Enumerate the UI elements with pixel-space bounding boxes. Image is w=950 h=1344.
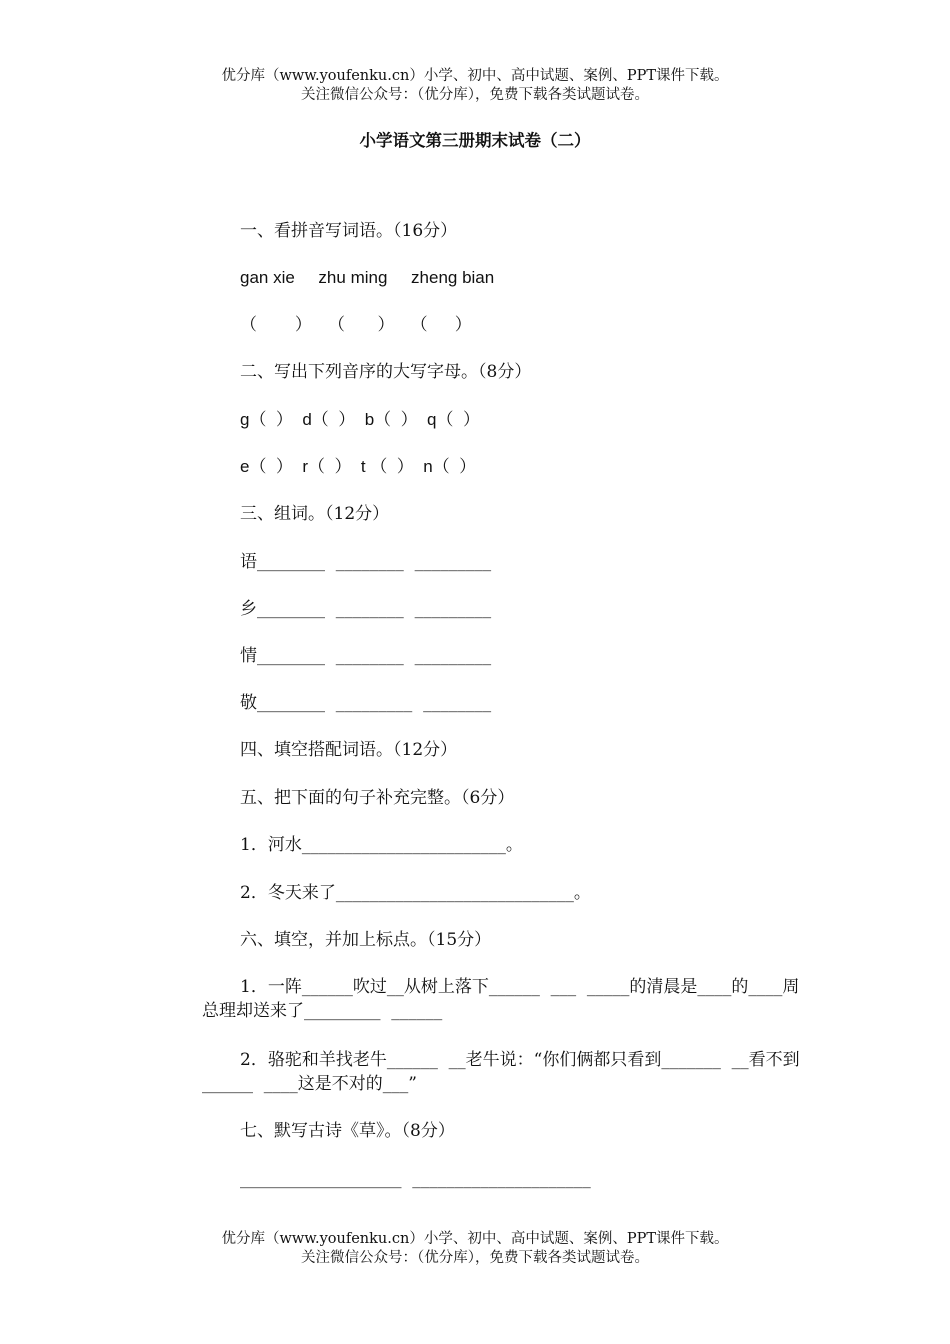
section-7-heading: 七、默写古诗《草》。（8分） [240, 1121, 455, 1141]
footer-line-2: 关注微信公众号：（优分库），免费下载各类试题试卷。 [301, 1250, 649, 1266]
footer-line-1: 优分库（www.youfenku.cn）小学、初中、高中试题、案例、PPT课件下载。 [221, 1231, 729, 1247]
section-2-row-2: e（ ） r（ ） t （ ） n（ ） [240, 457, 477, 476]
header-line-1: 优分库（www.youfenku.cn）小学、初中、高中试题、案例、PPT课件下载。 [221, 68, 729, 84]
section-3-heading: 三、组词。（12分） [240, 504, 390, 524]
section-6-item-1: 1．一阵______吹过__从树上落下______ ___ _____的清晨是____的____周总理却送来了_________ ______ [202, 977, 800, 1021]
section-4-heading: 四、填空搭配词语。（12分） [240, 740, 458, 760]
section-6-heading: 六、填空，并加上标点。（15分） [240, 930, 492, 950]
section-1-pinyin: gan xie zhu ming zheng bian [240, 268, 495, 287]
section-1-blanks: （ ） （ ） （ ） [240, 315, 472, 335]
section-5-item-2: 2．冬天来了____________________________。 [240, 883, 591, 903]
section-6-item-2: 2．骆驼和羊找老牛______ __老牛说：“你们俩都只看到_______ __看不到______ ____这是不对的___” [202, 1050, 800, 1094]
section-7-lines: ___________________ _____________________ [240, 1169, 591, 1189]
section-3-row-4: 敬________ _________ ________ [240, 693, 492, 713]
page-title: 小学语文第三册期末试卷（二） [359, 131, 591, 150]
section-5-item-1: 1．河水________________________。 [240, 835, 523, 855]
section-3-row-3: 情________ ________ _________ [240, 646, 492, 666]
section-2-row-1: g（ ） d（ ） b（ ） q（ ） [240, 410, 480, 429]
section-3-row-2: 乡________ ________ _________ [240, 599, 492, 619]
section-5-heading: 五、把下面的句子补充完整。（6分） [240, 788, 515, 808]
section-3-row-1: 语________ ________ _________ [240, 552, 492, 572]
header-line-2: 关注微信公众号：（优分库），免费下载各类试题试卷。 [301, 87, 649, 103]
section-2-heading: 二、写出下列音序的大写字母。（8分） [240, 362, 532, 382]
section-1-heading: 一、看拼音写词语。（16分） [240, 221, 458, 241]
